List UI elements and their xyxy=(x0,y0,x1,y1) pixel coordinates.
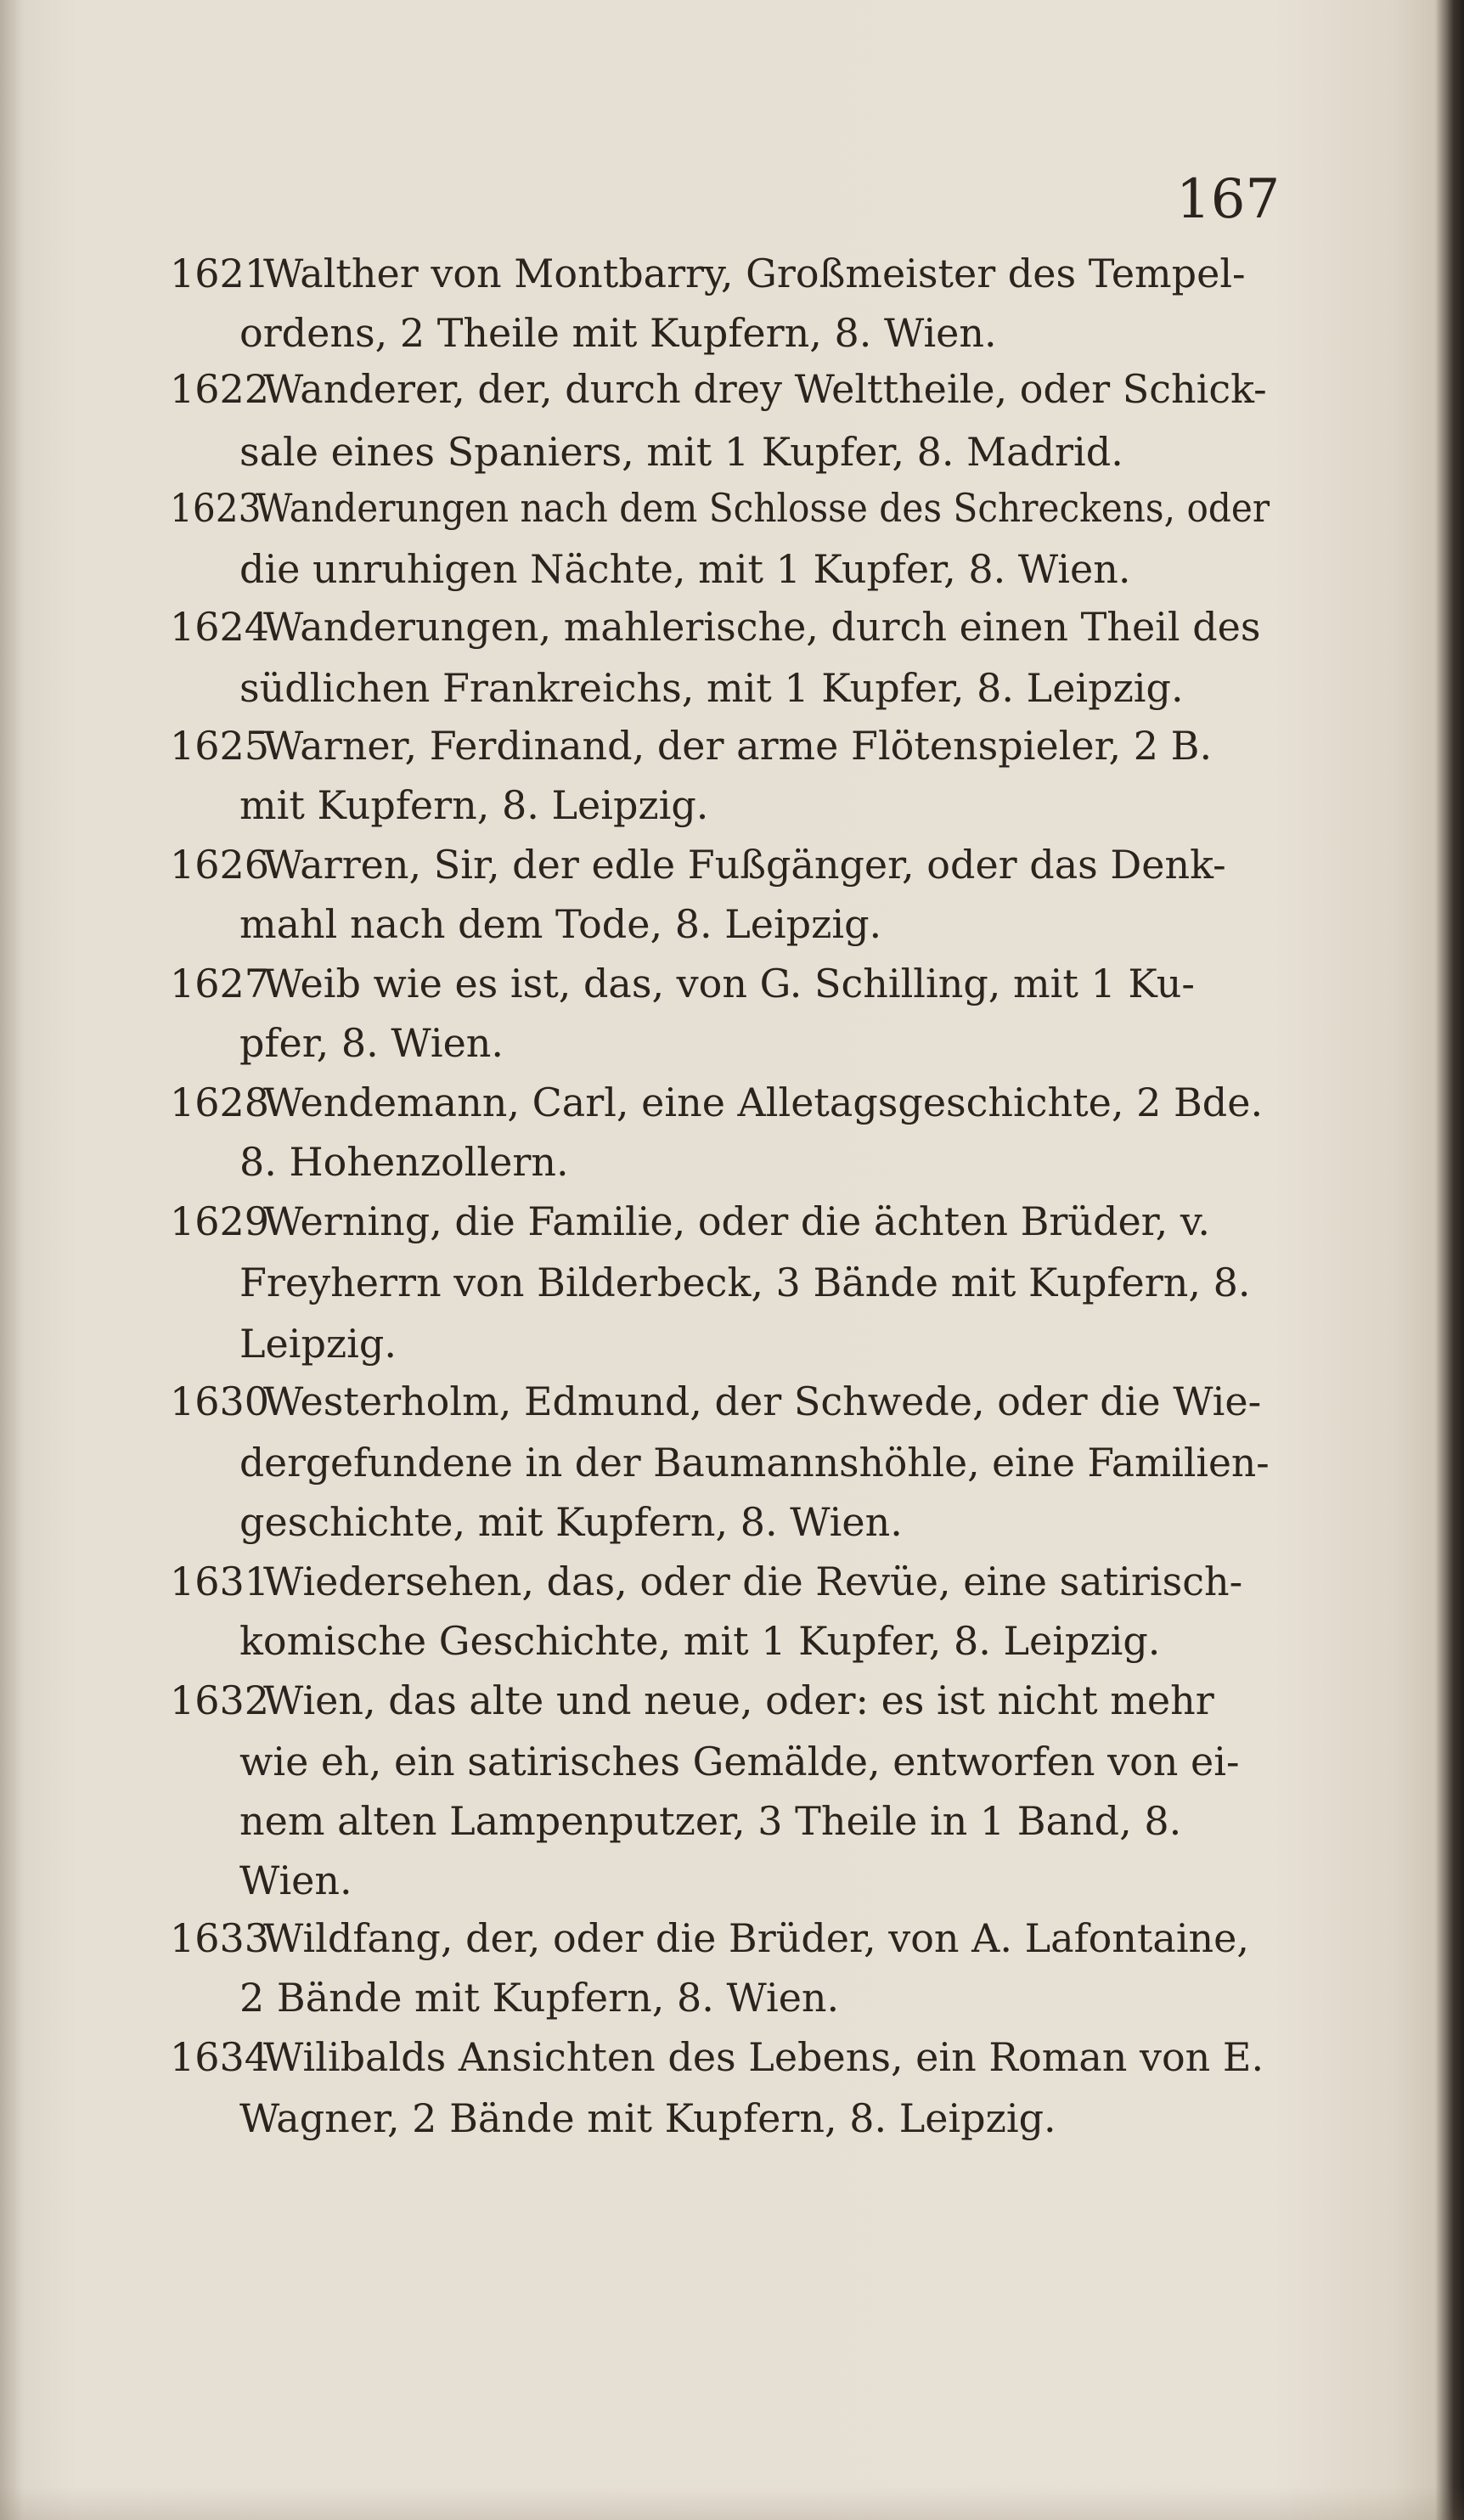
entry-number: 1627 xyxy=(170,961,270,1006)
entry-continuation-line xyxy=(239,1796,1181,1846)
entry-first-line xyxy=(170,1913,1249,1964)
entry-text: komische Geschichte, mit 1 Kupfer, 8. Leipzig. xyxy=(239,1618,1161,1664)
entry-number: 1621 xyxy=(170,251,270,296)
entry-text: mahl nach dem Tode, 8. Leipzig. xyxy=(239,901,882,947)
entry-text: ordens, 2 Theile mit Kupfern, 8. Wien. xyxy=(239,310,997,356)
entry-text: Warner, Ferdinand, der arme Flötenspieler, 2 B. xyxy=(263,723,1213,769)
entry-continuation-line xyxy=(239,544,1131,595)
entry-continuation-line xyxy=(239,1318,397,1369)
entry-number: 1629 xyxy=(170,1198,270,1244)
entry-number: 1625 xyxy=(170,723,270,769)
entry-continuation-line xyxy=(239,1136,569,1187)
entry-text: sale eines Spaniers, mit 1 Kupfer, 8. Madrid. xyxy=(239,429,1123,475)
entry-text: Wanderungen, mahlerische, durch einen Theil des xyxy=(263,604,1261,650)
entry-continuation-line xyxy=(239,307,997,358)
entry-first-line xyxy=(170,2032,1264,2083)
entry-text: Werning, die Familie, oder die ächten Brüder, v. xyxy=(263,1198,1211,1244)
entry-text: Warren, Sir, der edle Fußgänger, oder das Denk- xyxy=(263,842,1226,888)
entry-continuation-line xyxy=(239,1497,903,1548)
entry-continuation-line xyxy=(239,1018,504,1068)
entry-text: Westerholm, Edmund, der Schwede, oder die Wie- xyxy=(263,1378,1262,1424)
entry-number: 1633 xyxy=(170,1915,270,1961)
entry-continuation-line xyxy=(239,899,881,950)
entry-text: Wilibalds Ansichten des Lebens, ein Roman von E. xyxy=(263,2034,1264,2080)
entry-number: 1622 xyxy=(170,366,270,412)
entry-text: Freyherrn von Bilderbeck, 3 Bände mit Kupfern, 8. xyxy=(239,1260,1251,1305)
entry-text: Wien, das alte und neue, oder: es ist nicht mehr xyxy=(263,1677,1214,1723)
entry-text: Wiedersehen, das, oder die Revüe, eine satirisch- xyxy=(263,1559,1243,1604)
entry-text: nem alten Lampenputzer, 3 Theile in 1 Band, 8. xyxy=(239,1798,1182,1844)
entry-continuation-line xyxy=(239,1855,352,1906)
entry-first-line xyxy=(170,1556,1242,1607)
entry-first-line xyxy=(170,958,1195,1009)
entry-continuation-line xyxy=(239,1257,1250,1308)
entry-number: 1630 xyxy=(170,1378,270,1424)
entry-text: Wanderungen nach dem Schlosse des Schreckens, oder xyxy=(256,485,1270,531)
entry-first-line xyxy=(170,839,1226,890)
entry-number: 1631 xyxy=(170,1559,270,1604)
entry-continuation-line xyxy=(239,1736,1240,1787)
entry-text: Wendemann, Carl, eine Alletagsgeschichte, 2 Bde. xyxy=(263,1080,1264,1125)
entry-continuation-line xyxy=(239,2093,1056,2144)
entry-number: 1626 xyxy=(170,842,270,888)
entry-text: 2 Bände mit Kupfern, 8. Wien. xyxy=(239,1975,840,2021)
entry-text: Leipzig. xyxy=(239,1321,397,1367)
entry-continuation-line xyxy=(239,1972,839,2023)
page-edge-shadow xyxy=(0,2486,1464,2520)
entry-text: dergefundene in der Baumannshöhle, eine Familien- xyxy=(239,1440,1270,1486)
entry-first-line xyxy=(170,364,1267,414)
entry-text: Wien. xyxy=(239,1858,352,1903)
entry-text: die unruhigen Nächte, mit 1 Kupfer, 8. Wien. xyxy=(239,546,1131,592)
entry-number: 1624 xyxy=(170,604,270,650)
entry-text: südlichen Frankreichs, mit 1 Kupfer, 8. Leipzig. xyxy=(239,665,1184,711)
entry-first-line xyxy=(170,1675,1214,1726)
entry-number: 1623 xyxy=(170,485,262,531)
entry-text: Wanderer, der, durch drey Welttheile, oder Schick- xyxy=(263,366,1267,412)
entry-first-line xyxy=(170,720,1212,771)
entry-first-line xyxy=(170,601,1261,652)
entry-first-line xyxy=(170,1376,1261,1427)
entry-first-line xyxy=(170,482,1270,533)
entry-number: 1628 xyxy=(170,1080,270,1125)
entry-text: geschichte, mit Kupfern, 8. Wien. xyxy=(239,1499,903,1545)
entry-text: mit Kupfern, 8. Leipzig. xyxy=(239,782,709,828)
entry-number: 1632 xyxy=(170,1677,270,1723)
entry-continuation-line xyxy=(239,1437,1270,1488)
entry-text: Walther von Montbarry, Großmeister des Tempel- xyxy=(263,251,1246,296)
entry-text: pfer, 8. Wien. xyxy=(239,1020,504,1066)
entry-continuation-line xyxy=(239,662,1184,713)
entry-text: wie eh, ein satirisches Gemälde, entworfen von ei- xyxy=(239,1739,1240,1784)
entry-first-line xyxy=(170,1196,1210,1247)
entry-number: 1634 xyxy=(170,2034,270,2080)
entry-continuation-line xyxy=(239,426,1123,477)
page-number: 167 xyxy=(1176,168,1281,231)
entry-text: 8. Hohenzollern. xyxy=(239,1139,569,1185)
entry-text: Wildfang, der, oder die Brüder, von A. Lafontaine, xyxy=(263,1915,1250,1961)
entry-text: Weib wie es ist, das, von G. Schilling, mit 1 Ku- xyxy=(263,961,1195,1006)
entry-continuation-line xyxy=(239,1615,1160,1666)
entry-continuation-line xyxy=(239,780,708,831)
entry-text: Wagner, 2 Bände mit Kupfern, 8. Leipzig. xyxy=(239,2095,1056,2141)
entry-first-line xyxy=(170,1077,1263,1128)
entry-first-line xyxy=(170,248,1246,299)
